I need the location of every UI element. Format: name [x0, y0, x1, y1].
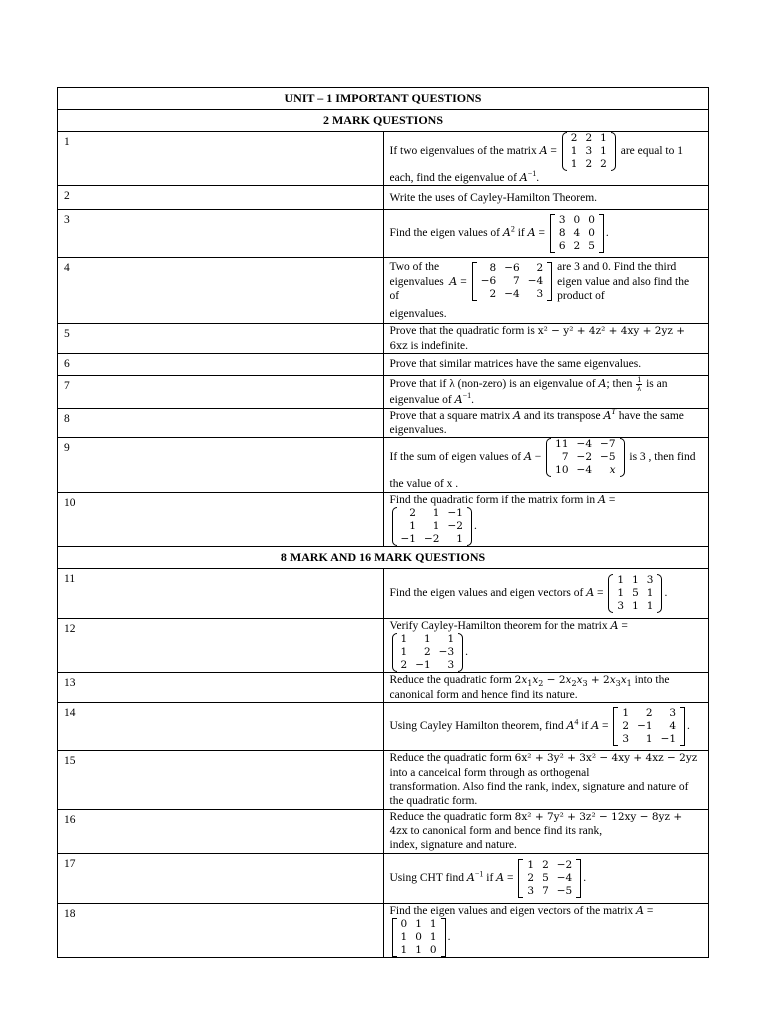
question-number: 9 — [58, 438, 384, 492]
matrix-entry: 0 — [588, 214, 595, 227]
matrix-grid — [397, 507, 467, 546]
matrix-grid — [397, 918, 441, 957]
matrix-entry: 1 — [617, 587, 625, 599]
matrix — [562, 132, 616, 171]
question-text-part: eigenvalues. — [389, 308, 447, 321]
question-row — [58, 354, 709, 376]
matrix — [392, 507, 472, 546]
matrix-entry: 1 — [400, 646, 408, 659]
question-row — [58, 853, 709, 903]
question-number: 13 — [58, 673, 384, 703]
question-text — [383, 751, 709, 810]
matrix-entry: 1 — [617, 574, 625, 586]
question-text-part: if — [517, 227, 525, 240]
question-text: Prove that a square matrix A and its transpose $A^T$ have the same eigenvalues. — [383, 408, 709, 438]
question-number: 15 — [58, 751, 384, 810]
matrix-entry: −2 — [576, 451, 593, 464]
question-row — [58, 673, 709, 703]
section-heading-8-16-mark: 8 MARK AND 16 MARK QUESTIONS — [58, 547, 709, 569]
matrix-entry: 5 — [632, 587, 639, 599]
question-text-part: into the canonical form and hence find its nature. — [389, 674, 670, 701]
matrix-entry: 1 — [645, 733, 653, 746]
matrix-entry: 0 — [429, 944, 437, 957]
question-number: 2 — [58, 186, 384, 210]
matrix-entry: 0 — [573, 214, 581, 227]
question-row — [58, 438, 709, 492]
matrix-right-bracket — [547, 262, 552, 301]
question-text-part: transformation. Also find the rank, index, signature and nature of the quadratic form. — [389, 780, 689, 808]
question-text: If two eigenvalues of the matrix A = 2 2 1 1 3 1 1 2 2 are equal to 1 each, find the eigenvalue of $A^{-1}$. — [383, 132, 709, 186]
question-number: 12 — [58, 619, 384, 673]
matrix-entry: 8 — [489, 262, 497, 275]
question-text-part: If the sum of eigen values of — [389, 451, 522, 464]
question-text: Verify Cayley-Hamilton theorem for the matrix A = 1 1 1 1 2 −3 2 −1 3 . — [383, 619, 709, 673]
question-number: 11 — [58, 569, 384, 619]
question-number: 18 — [58, 903, 384, 957]
matrix-entry: 7 — [542, 884, 549, 897]
matrix-entry: 11 — [555, 438, 569, 451]
matrix-entry: −1 — [447, 507, 463, 519]
matrix-entry: −4 — [556, 871, 573, 884]
question-text-part: Reduce the quadratic form — [389, 810, 512, 823]
question-text-part: Verify Cayley-Hamilton theorem for the matrix — [389, 620, 608, 632]
matrix — [472, 262, 552, 301]
question-number: 7 — [58, 376, 384, 408]
matrix-entry: 3 — [622, 733, 630, 746]
question-text: Find the quadratic form if the matrix form in A = 2 1 −1 1 1 −2 −1 −2 1 . — [383, 492, 709, 546]
matrix-entry: 0 — [400, 918, 408, 931]
question-text-part: is indefinite. — [410, 339, 469, 352]
matrix-entry: 1 — [447, 633, 455, 646]
question-row — [58, 903, 709, 957]
matrix-entry: 7 — [561, 451, 569, 464]
matrix-entry: 1 — [429, 931, 437, 944]
matrix-entry: 2 — [585, 158, 593, 170]
matrix-entry: 1 — [415, 944, 422, 957]
matrix-entry: 2 — [409, 507, 416, 519]
question-number: 10 — [58, 492, 384, 546]
matrix-entry: 3 — [527, 884, 535, 897]
matrix-entry: 0 — [415, 931, 422, 944]
question-text: Two of the eigenvalues of A = 8 −6 2 −6 7 −4 2 −4 3 are 3 and 0. Find the third eigen value and also find the product of eigenvalues. — [383, 258, 709, 324]
matrix-entry: 1 — [632, 574, 639, 586]
matrix-entry: 4 — [669, 720, 677, 733]
matrix-entry: 2 — [622, 720, 630, 733]
matrix-entry: 2 — [585, 132, 593, 144]
question-text — [383, 324, 709, 354]
math-expression: $2x_1x_2 - 2x_2x_3 + 2x_3x_1$ — [514, 674, 632, 689]
matrix-right-bracket — [620, 438, 625, 477]
question-row — [58, 751, 709, 810]
questions-table — [57, 87, 709, 958]
question-text-part: are 3 and 0. Find the third eigen value and also find the product of — [557, 261, 690, 302]
matrix-entry: 2 — [423, 646, 431, 659]
question-number: 5 — [58, 324, 384, 354]
matrix-entry: 1 — [632, 600, 639, 612]
question-text-part: is an eigenvalue of — [389, 378, 668, 407]
matrix-entry: −7 — [600, 438, 616, 451]
matrix-entry: −4 — [576, 438, 593, 451]
matrix-grid — [618, 707, 680, 746]
matrix-right-bracket — [657, 574, 662, 613]
question-row — [58, 703, 709, 751]
question-row — [58, 408, 709, 438]
matrix — [550, 214, 604, 253]
matrix-entry: 1 — [400, 633, 408, 646]
question-text-part: Find the eigen values of — [389, 227, 501, 240]
matrix-entry: 10 — [555, 464, 569, 477]
matrix-entry: 5 — [542, 871, 549, 884]
matrix-right-bracket — [599, 214, 604, 253]
question-text-part: Using CHT find — [389, 871, 465, 884]
question-row — [58, 376, 709, 408]
matrix-entry: 2 — [570, 132, 578, 144]
question-text: Prove that if λ (non-zero) is an eigenvalue of A; then $\frac{1}{\lambda}$ is an eigenvalue of $A^{-1}$. — [383, 376, 709, 408]
question-text: Find the eigen values and eigen vectors of the matrix A = 0 1 1 1 0 1 1 1 0 . — [383, 903, 709, 957]
question-number: 16 — [58, 809, 384, 853]
question-row — [58, 619, 709, 673]
question-row — [58, 324, 709, 354]
matrix-entry: 2 — [600, 158, 607, 170]
matrix-entry: −4 — [504, 288, 520, 301]
matrix-entry: −4 — [527, 275, 544, 288]
matrix-entry: 1 — [409, 520, 416, 532]
matrix-entry: 3 — [669, 707, 677, 720]
question-number: 6 — [58, 354, 384, 376]
matrix-entry: −5 — [556, 884, 573, 897]
matrix-entry: 3 — [617, 600, 625, 612]
matrix-entry: 1 — [646, 600, 654, 612]
matrix-entry: −2 — [423, 533, 440, 545]
matrix-entry: 0 — [588, 227, 595, 240]
matrix-entry: 6 — [558, 240, 566, 253]
matrix-entry: 1 — [646, 587, 654, 599]
question-text-part: Find the eigen values and eigen vectors of the matrix — [389, 904, 634, 917]
question-text: If the sum of eigen values of A − 11 −4 −7 7 −2 −5 10 −4 x is 3 , then find the value of x . — [383, 438, 709, 492]
matrix — [392, 633, 464, 672]
math-expression: 8x² + 7y² + 3z² − 12xy − 8yz + 4zx — [389, 810, 683, 837]
fraction: $\frac{1}{\lambda}$ — [637, 375, 642, 394]
question-number: 1 — [58, 132, 384, 186]
question-row — [58, 132, 709, 186]
question-text-part: have the same eigenvalues. — [389, 409, 684, 436]
matrix-entry: 3 — [585, 145, 593, 157]
matrix-grid — [555, 214, 599, 253]
question-text-part: if — [581, 720, 589, 733]
question-number: 4 — [58, 258, 384, 324]
matrix-grid — [613, 574, 657, 613]
math-expression: 6x² + 3y² + 3x² − 4xy + 4xz − 2yz — [514, 752, 698, 765]
matrix-entry: 4 — [573, 227, 581, 240]
matrix-entry: 1 — [400, 944, 408, 957]
matrix-entry: 3 — [447, 659, 455, 672]
question-text-part: If two eigenvalues of the matrix — [389, 145, 537, 158]
question-text-part: if — [486, 871, 494, 884]
matrix-entry: 2 — [400, 659, 408, 672]
question-text — [383, 673, 709, 703]
question-text-part: are equal to 1 each, find the eigenvalue of — [389, 145, 683, 184]
matrix-entry: 1 — [456, 533, 463, 545]
question-text-part: into a canceical form through as orthogenal — [389, 766, 590, 779]
question-text: Write the uses of Cayley-Hamilton Theorem. — [383, 186, 709, 210]
question-number: 17 — [58, 853, 384, 903]
question-row — [58, 210, 709, 258]
matrix-entry: x — [609, 464, 616, 477]
matrix-entry: 1 — [432, 507, 440, 519]
question-text-part: Two of the eigenvalues of — [389, 261, 444, 302]
matrix-entry: −3 — [438, 646, 455, 659]
question-number: 3 — [58, 210, 384, 258]
matrix-entry: 1 — [415, 918, 422, 931]
question-row — [58, 492, 709, 546]
question-text-part: and its transpose — [523, 409, 601, 422]
matrix-grid — [397, 633, 459, 672]
question-text: Using Cayley Hamilton theorem, find $A^4$ if A = 1 2 3 2 −1 4 3 1 −1 . — [383, 703, 709, 751]
matrix-entry: 3 — [558, 214, 566, 227]
question-text-part: index, signature and nature. — [389, 839, 517, 852]
matrix-grid — [477, 262, 547, 301]
question-row — [58, 186, 709, 210]
question-row — [58, 258, 709, 324]
matrix-entry: 1 — [570, 145, 578, 157]
matrix-entry: 2 — [489, 288, 497, 301]
question-text-part: to canonical form and bence find its rank, — [410, 825, 603, 837]
matrix-entry: −1 — [660, 733, 677, 746]
section-heading-2-mark: 2 MARK QUESTIONS — [58, 110, 709, 132]
question-text-part: Prove that a square matrix — [389, 409, 511, 422]
matrix-grid — [523, 859, 576, 898]
matrix-entry: −6 — [504, 262, 520, 275]
matrix-right-bracket — [441, 918, 446, 957]
matrix-entry: 3 — [536, 288, 544, 301]
matrix — [392, 918, 446, 957]
question-text: Find the eigen values and eigen vectors of A = 1 1 3 1 5 1 3 1 1 . — [383, 569, 709, 619]
matrix-entry: 1 — [600, 132, 607, 144]
math-expression: x² − y² + 4z² + 4xy + 2yz + 6xz — [389, 325, 686, 352]
matrix-entry: 8 — [558, 227, 566, 240]
matrix-entry: 1 — [432, 520, 440, 532]
question-row — [58, 809, 709, 853]
matrix-entry: −6 — [480, 275, 497, 288]
question-text-part: Using Cayley Hamilton theorem, find — [389, 720, 564, 733]
matrix-entry: 2 — [645, 707, 653, 720]
matrix-entry: 2 — [573, 240, 581, 253]
matrix-entry: 7 — [513, 275, 520, 288]
matrix-entry: −1 — [637, 720, 653, 733]
matrix-entry: 5 — [588, 240, 595, 253]
question-text-part: Find the quadratic form if the matrix form in — [389, 493, 596, 506]
question-text: Using CHT find $A^{-1}$ if A = 1 2 −2 2 5 −4 3 7 −5 . — [383, 853, 709, 903]
matrix-entry: 1 — [527, 858, 535, 871]
question-row — [58, 569, 709, 619]
question-text: Find the eigen values of $A^2$ if A = 3 0 0 8 4 0 6 2 5 . — [383, 210, 709, 258]
matrix-entry: −5 — [600, 451, 616, 464]
matrix-entry: 3 — [646, 574, 654, 586]
matrix-entry: 1 — [570, 158, 578, 170]
matrix-entry: 2 — [536, 262, 544, 275]
question-text-part: Prove that if λ (non-zero) is an eigenvalue of — [389, 378, 596, 391]
matrix — [546, 438, 624, 477]
matrix-entry: −2 — [447, 520, 463, 532]
matrix-grid — [551, 438, 619, 477]
question-text — [383, 809, 709, 853]
matrix-grid — [567, 132, 611, 171]
matrix-entry: 1 — [600, 145, 607, 157]
matrix-entry: 2 — [542, 858, 549, 871]
matrix-entry: 1 — [400, 931, 408, 944]
question-text: Prove that similar matrices have the same eigenvalues. — [383, 354, 709, 376]
question-text-part: is 3 , then find the value of x . — [389, 451, 696, 491]
matrix-right-bracket — [611, 132, 616, 171]
matrix-entry: −1 — [415, 659, 431, 672]
question-text-part: Prove that the quadratic form is — [389, 325, 535, 338]
matrix-right-bracket — [576, 859, 581, 898]
question-text-part: ; then — [606, 378, 633, 391]
matrix-right-bracket — [467, 507, 472, 546]
question-text-part: Reduce the quadratic form — [389, 674, 512, 687]
matrix-entry: 1 — [423, 633, 431, 646]
question-number: 14 — [58, 703, 384, 751]
question-text-part: Find the eigen values and eigen vectors of — [389, 587, 584, 600]
matrix-right-bracket — [458, 633, 463, 672]
matrix — [608, 574, 662, 613]
matrix-right-bracket — [680, 707, 685, 746]
matrix — [613, 707, 685, 746]
question-number: 8 — [58, 408, 384, 438]
matrix-entry: 1 — [429, 918, 437, 931]
matrix-entry: −2 — [556, 858, 573, 871]
matrix — [518, 859, 581, 898]
matrix-entry: −1 — [400, 533, 416, 545]
page-title: UNIT – 1 IMPORTANT QUESTIONS — [58, 88, 709, 110]
matrix-entry: −4 — [576, 464, 593, 477]
question-text-part: Reduce the quadratic form — [389, 752, 512, 765]
matrix-entry: 2 — [527, 871, 535, 884]
matrix-entry: 1 — [622, 707, 630, 720]
